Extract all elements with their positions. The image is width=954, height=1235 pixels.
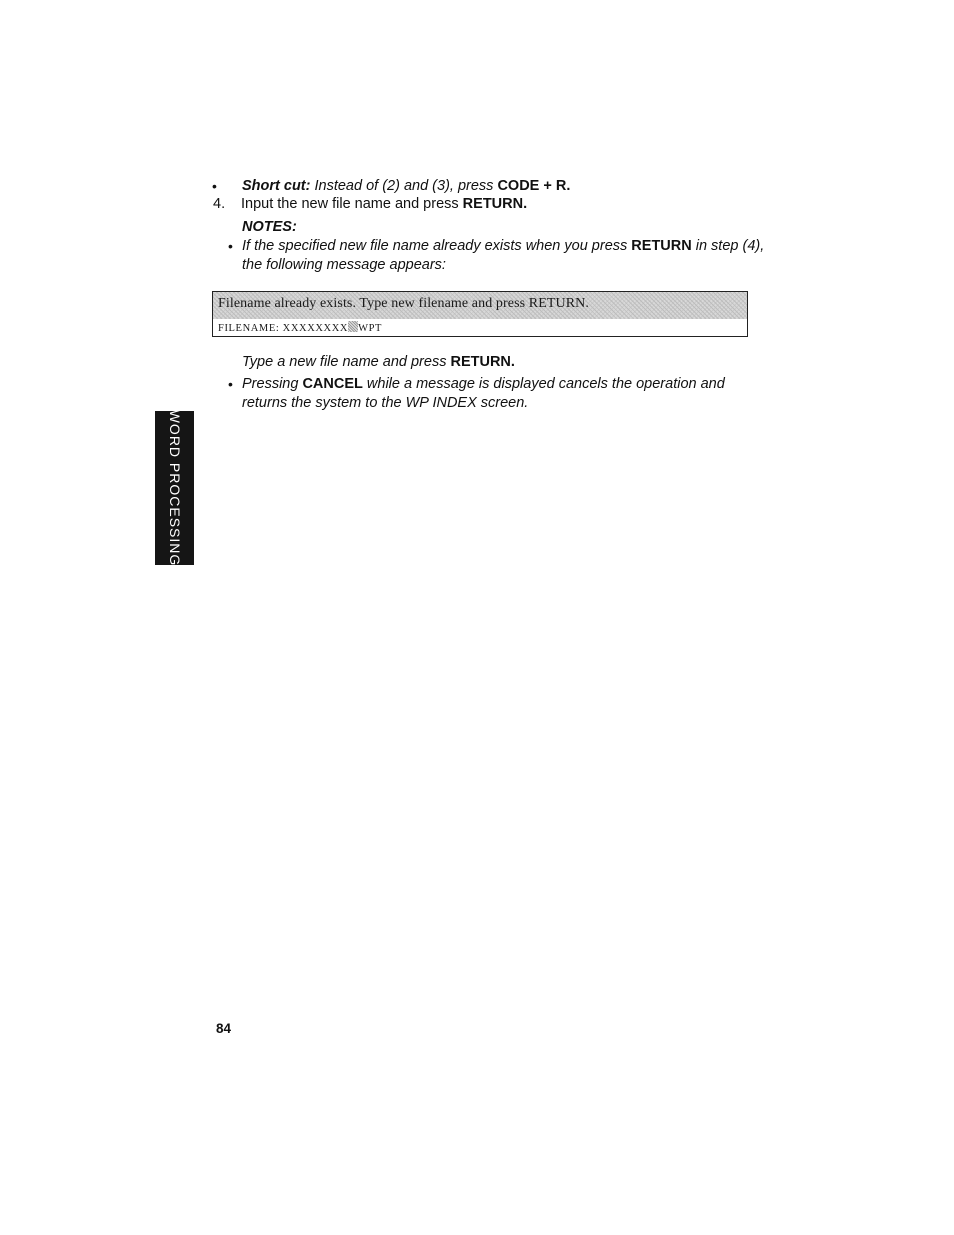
- notes-heading: NOTES:: [242, 219, 297, 235]
- shortcut-bullet: •: [212, 178, 217, 194]
- text-cursor-icon: [348, 321, 358, 332]
- page-number: 84: [216, 1021, 232, 1036]
- after-screen-end: .: [510, 354, 515, 370]
- note2-line1: [242, 375, 725, 393]
- screen-message-row: [213, 292, 747, 319]
- after-screen-key: RETURN: [450, 354, 511, 370]
- step-4-line: [241, 195, 527, 213]
- note2-bullet: •: [228, 376, 233, 392]
- step-4-number: 4.: [213, 196, 226, 212]
- step-4-key: RETURN: [462, 196, 524, 212]
- note2-line2: returns the system to the WP INDEX screen.: [242, 395, 529, 411]
- note2-text-a: Pressing: [242, 376, 303, 392]
- shortcut-label: Short cut:: [242, 178, 311, 194]
- note1-text-b: in step (4),: [691, 238, 765, 254]
- note2-text-b: while a message is displayed cancels the operation and: [362, 376, 725, 392]
- note1-text-a: If the specified new file name already exists when you press: [242, 238, 632, 254]
- screen-filename-label: FILENAME:: [218, 323, 280, 334]
- after-screen-text: Type a new file name and press: [242, 354, 451, 370]
- step-4-text: Input the new file name and press: [241, 196, 463, 212]
- note1-bullet: •: [228, 238, 233, 254]
- screen-display-box: [212, 291, 748, 337]
- shortcut-line: [242, 177, 570, 195]
- screen-filename-row: [218, 321, 382, 335]
- shortcut-text: Instead of (2) and (3), press: [310, 178, 498, 194]
- note2-key: CANCEL: [302, 376, 363, 392]
- step-4-end: .: [523, 196, 528, 212]
- section-side-tab: [155, 411, 194, 565]
- note1-line1: [242, 237, 764, 255]
- screen-filename-value: XXXXXXXX: [282, 323, 349, 334]
- note1-key: RETURN: [631, 238, 692, 254]
- shortcut-end: .: [566, 178, 571, 194]
- after-screen-line: [242, 353, 515, 371]
- section-side-tab-label: WORD PROCESSING: [166, 409, 183, 567]
- shortcut-keys: CODE + R: [497, 178, 567, 194]
- screen-filename-ext: WPT: [358, 323, 383, 334]
- note1-line2: the following message appears:: [242, 257, 446, 273]
- screen-message: Filename already exists. Type new filename and press RETURN.: [218, 296, 589, 311]
